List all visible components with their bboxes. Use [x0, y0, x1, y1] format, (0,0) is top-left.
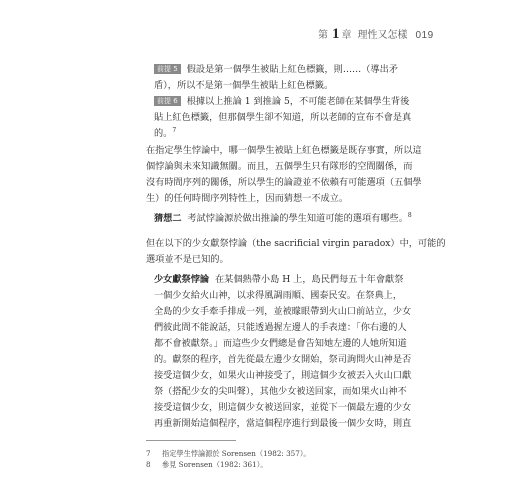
virgin-line-6: 的。獻祭的程序，首先從最左邊少女開始，祭司詢問火山神是否	[154, 354, 412, 365]
premise-5	[154, 62, 396, 94]
premise-6-line-1: 根據以上推論 1 到推論 5，不可能老師在某個學生背後	[186, 96, 410, 107]
chapter-number: 1	[332, 26, 340, 42]
paragraph-1	[146, 143, 422, 207]
running-head	[318, 26, 468, 46]
paragraph-1-line-1: 在指定學生悖論中，哪一個學生被貼上紅色標籤是既存事實，所以這	[146, 145, 422, 156]
footnote-7-text: 指定學生悖論源於 Sorensen（1982: 357）。	[162, 449, 311, 458]
paragraph-1-line-4: 生）的任何時間序列特性上，因而猜想一不成立。	[146, 193, 349, 204]
premise-6-tag: 前提 6	[154, 96, 181, 106]
footnote-7-number: 7	[146, 449, 151, 458]
virgin-line-7: 接受這個少女，如果火山神接受了，則這個少女被丟入火山口獻	[154, 370, 412, 381]
virgin-line-1: 在某個熱帶小島 H 上，島民們每五十年會獻祭	[214, 274, 404, 285]
virgin-line-9: 接受這個少女，則這個少女被送回家，並從下一個最左邊的少女	[154, 402, 412, 413]
virgin-paradox	[154, 272, 412, 432]
virgin-line-8: 祭（搭配少女的尖叫聲），其他少女被送回家，而如果火山神不	[154, 386, 407, 397]
paragraph-2	[146, 236, 446, 268]
footnote-7	[146, 448, 396, 459]
paragraph-1-line-3: 沒有時間序列的關係，所以學生的論證並不依賴有可能選項（五個學	[146, 177, 422, 188]
premise-5-tag: 前提 5	[154, 64, 181, 74]
paragraph-2-line-1: 但在以下的少女獻祭悖論（the sacrificial virgin paradox）中，可能的	[146, 238, 446, 249]
footnote-8-number: 8	[146, 460, 151, 469]
premise-6-line-2: 貼上紅色標籤，但那個學生卻不知道，所以老師的宣布不會是真	[154, 112, 412, 123]
footnote-ref-7[interactable]: 7	[172, 126, 177, 134]
footnote-8-text: 參見 Sorensen（1982: 361）。	[162, 460, 268, 469]
chapter-title: 理性又怎樣	[357, 30, 408, 41]
footnote-divider	[146, 440, 236, 441]
paragraph-1-line-2: 個悖論與未來知識無關。而且，五個學生只有隊形的空間關係，而	[146, 161, 413, 172]
page-number: 019	[415, 30, 434, 41]
chapter-prefix: 第	[318, 30, 328, 41]
footnote-ref-8[interactable]: 8	[407, 211, 412, 219]
premise-5-line-1: 假設是第一個學生被貼上紅色標籤，則……（導出矛	[186, 64, 398, 75]
hypothesis-2	[154, 211, 412, 227]
virgin-paradox-title: 少女獻祭悖論	[154, 274, 210, 285]
virgin-line-10: 再重新開始這個程序，當這個程序進行到最後一個少女時，則直	[154, 418, 412, 429]
virgin-line-4: 們彼此間不能說話，只能透過握左邊人的手表達：「你右邊的人	[154, 322, 407, 333]
virgin-line-2: 一個少女給火山神，以求得風調雨順、國泰民安。在祭典上，	[154, 290, 403, 301]
paragraph-2-line-2: 選項並不是已知的。	[146, 254, 229, 265]
footnote-8	[146, 459, 396, 470]
virgin-line-5: 都不會被獻祭。」而這些少女們總是會告知她左邊的人她所知道	[154, 338, 407, 349]
premise-6-line-3: 的。	[154, 128, 173, 139]
premise-6	[154, 94, 412, 142]
virgin-line-3: 全島的少女手牽手排成一列，並被矇眼帶到火山口前站立，少女	[154, 306, 412, 317]
footnotes	[146, 448, 396, 470]
hypothesis-2-label: 猜想二	[154, 213, 182, 224]
premise-5-line-2: 盾），所以不是第一個學生被貼上紅色標籤。	[154, 80, 334, 91]
chapter-suffix: 章	[341, 30, 352, 41]
hypothesis-2-text: 考試悖論源於做出推論的學生知道可能的選項有哪些。	[187, 213, 408, 224]
